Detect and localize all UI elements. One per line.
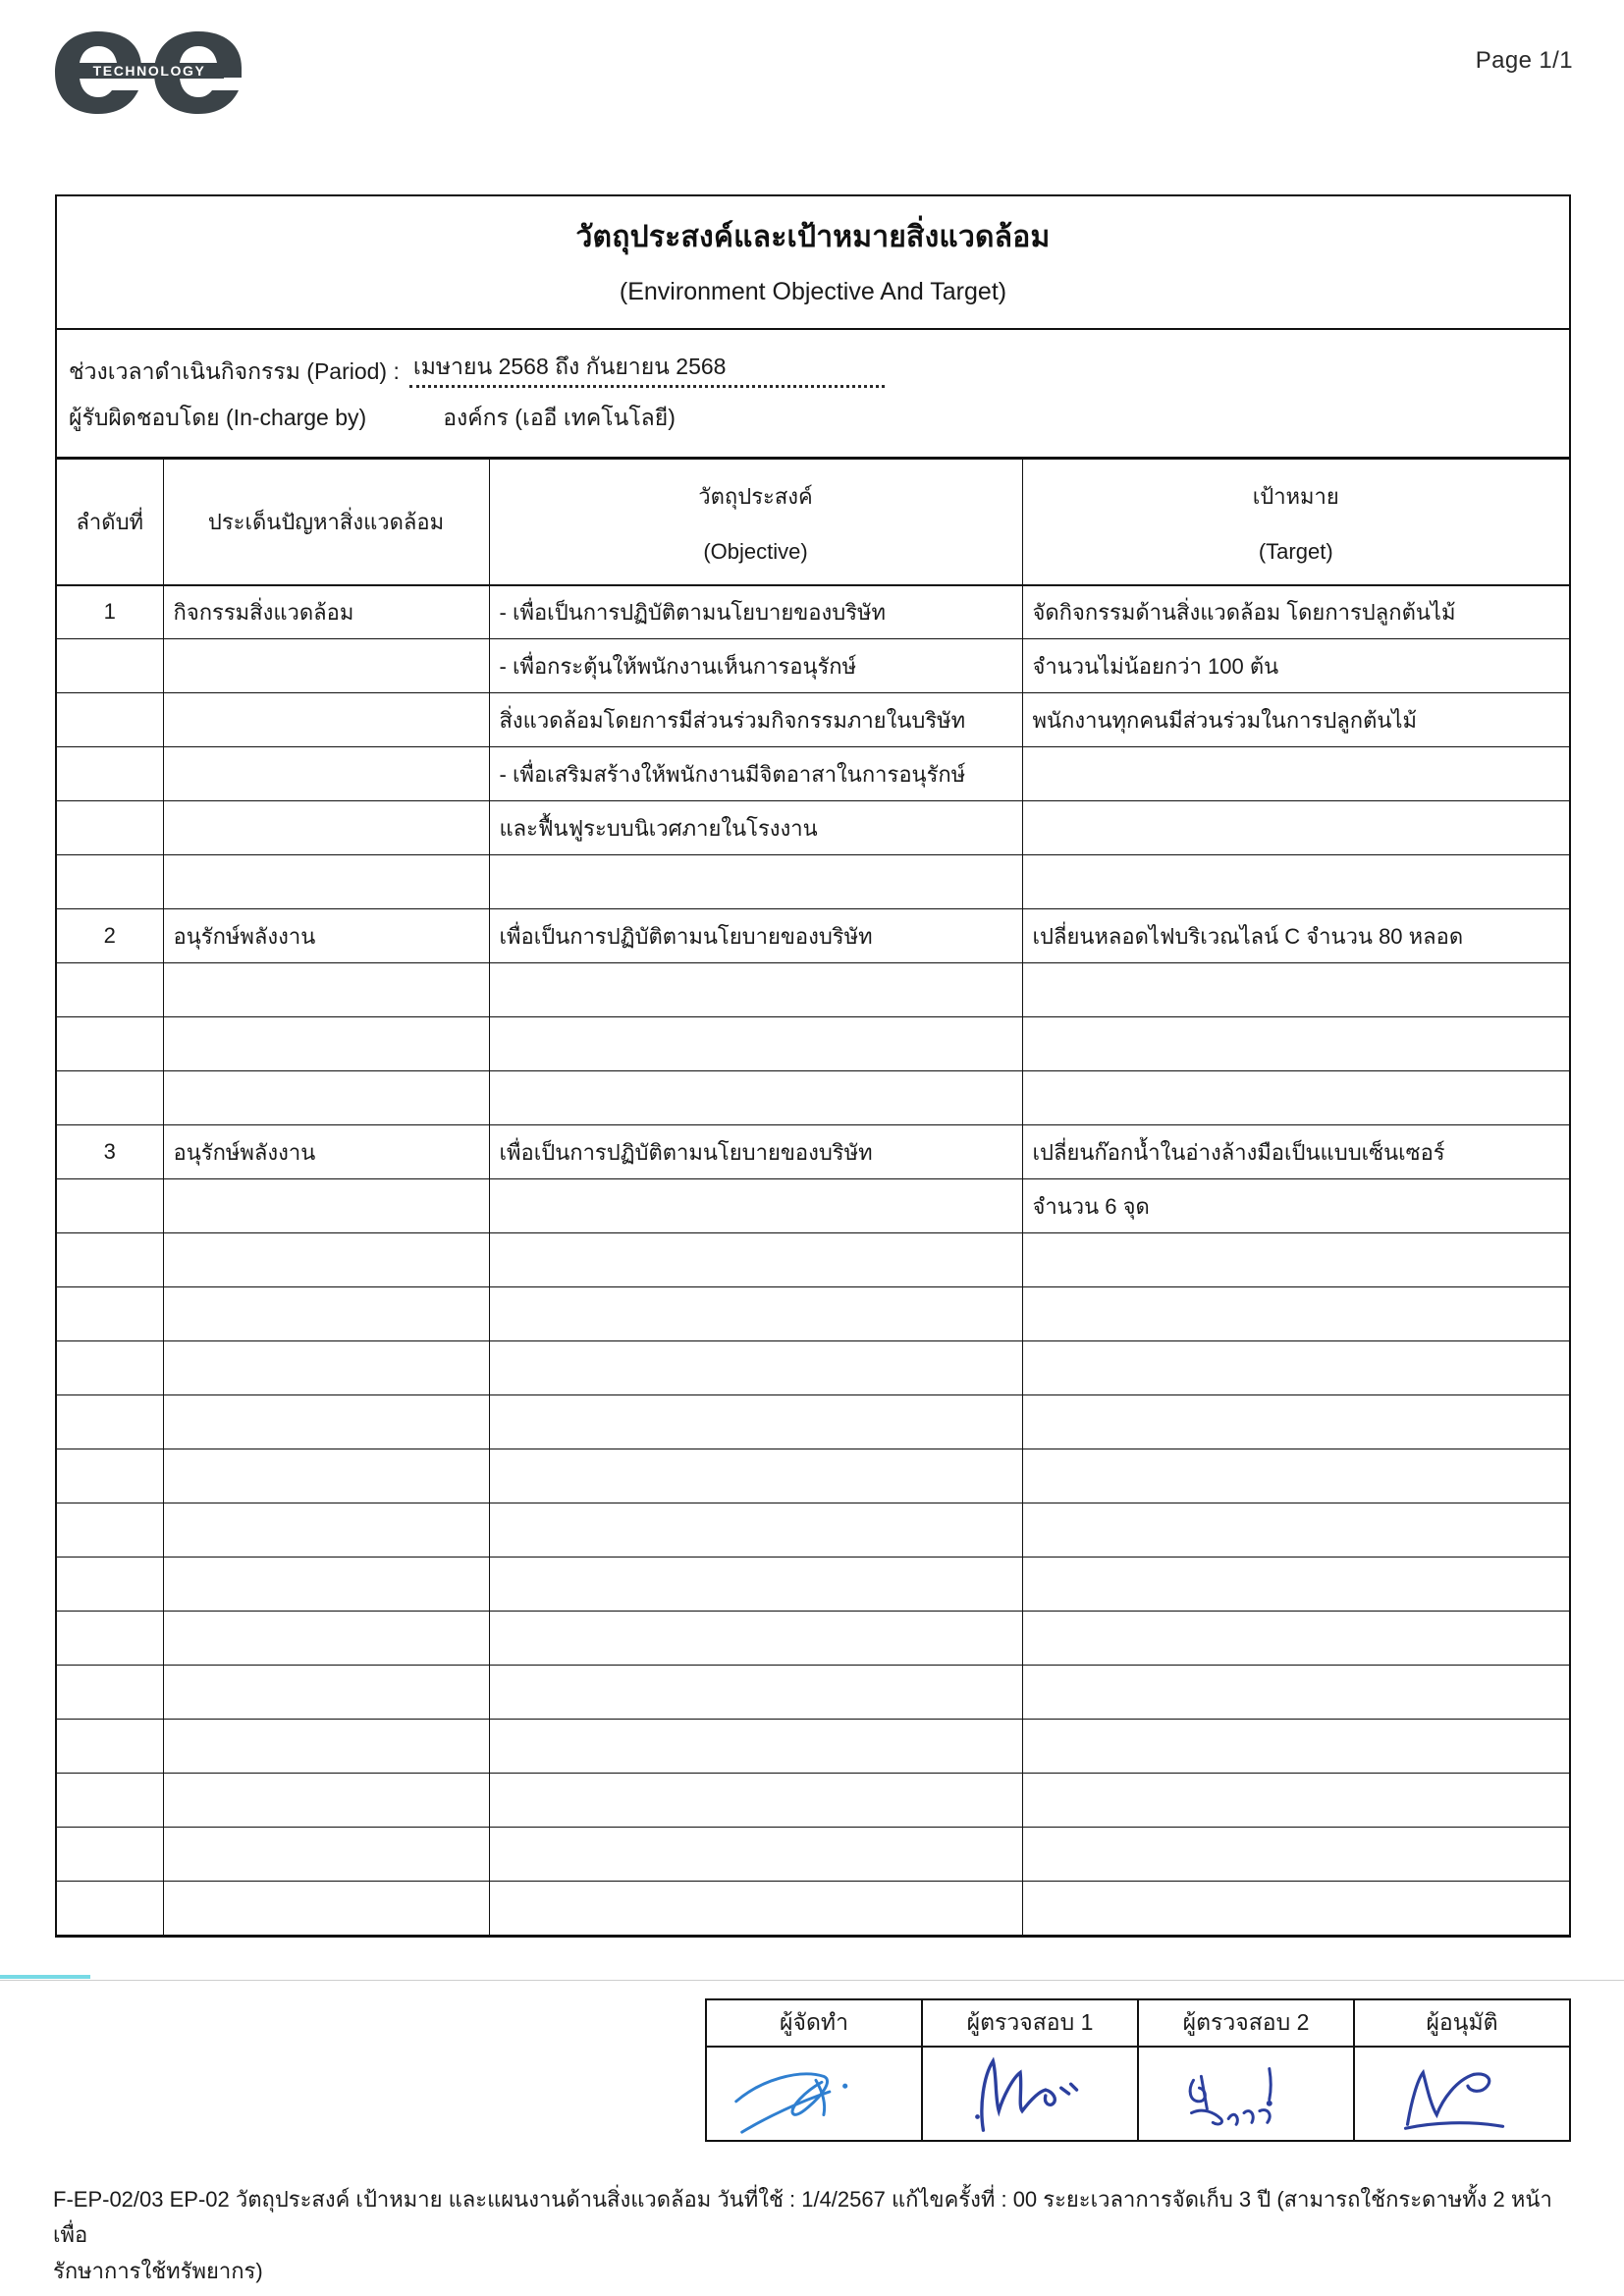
period-value[interactable]: เมษายน 2568 ถึง กันยายน 2568 (409, 351, 885, 388)
table-row (57, 747, 1569, 801)
column-header-target-thai: เป้าหมาย (1252, 483, 1339, 509)
cell-target[interactable] (1022, 963, 1569, 1017)
cell-target[interactable] (1022, 1395, 1569, 1449)
table-body (57, 585, 1569, 1936)
table-row (57, 1125, 1569, 1179)
cell-no[interactable] (57, 747, 163, 801)
footer-line-2: รักษาการใช้ทรัพยากร) (53, 2258, 263, 2283)
incharge-row (57, 395, 1569, 441)
table-row (57, 1666, 1569, 1720)
document-footer (53, 2182, 1585, 2289)
cell-issue[interactable] (163, 801, 489, 855)
table-row (57, 1503, 1569, 1558)
ae-technology-logo (51, 27, 252, 118)
table-row (57, 1179, 1569, 1233)
table-row (57, 1449, 1569, 1503)
cell-no[interactable] (57, 1720, 163, 1774)
column-header-no (57, 460, 163, 585)
cell-objective[interactable] (489, 1612, 1022, 1666)
cell-target[interactable] (1022, 1558, 1569, 1612)
form-title-thai: วัตถุประสงค์และเป้าหมายสิ่งแวดล้อม (575, 221, 1051, 253)
cell-no[interactable] (57, 639, 163, 693)
cell-objective[interactable]: เพื่อเป็นการปฏิบัติตามนโยบายของบริษัท (489, 909, 1022, 963)
ae-logo-icon (51, 27, 252, 118)
cell-issue[interactable] (163, 747, 489, 801)
cell-target[interactable] (1022, 801, 1569, 855)
cell-no[interactable] (57, 1341, 163, 1395)
cell-objective[interactable] (489, 1666, 1022, 1720)
cell-target[interactable] (1022, 1503, 1569, 1558)
column-header-target (1022, 460, 1569, 585)
cell-no[interactable] (57, 1449, 163, 1503)
cell-issue[interactable] (163, 1287, 489, 1341)
cell-objective[interactable] (489, 1071, 1022, 1125)
cell-target[interactable] (1022, 1233, 1569, 1287)
signature-header-preparer: ผู้จัดทำ (706, 1999, 922, 2047)
cell-issue[interactable] (163, 1395, 489, 1449)
cell-objective[interactable]: - เพื่อกระตุ้นให้พนักงานเห็นการอนุรักษ์ (489, 639, 1022, 693)
signature-row (706, 2047, 1570, 2141)
cell-objective[interactable]: - เพื่อเป็นการปฏิบัติตามนโยบายของบริษัท (489, 585, 1022, 639)
cell-objective[interactable] (489, 855, 1022, 909)
table-row (57, 693, 1569, 747)
cell-objective[interactable]: เพื่อเป็นการปฏิบัติตามนโยบายของบริษัท (489, 1125, 1022, 1179)
cell-objective[interactable] (489, 1287, 1022, 1341)
column-header-issue (163, 460, 489, 585)
cell-target[interactable] (1022, 747, 1569, 801)
cell-no[interactable] (57, 801, 163, 855)
table-row (57, 1612, 1569, 1666)
cell-issue[interactable] (163, 1558, 489, 1612)
document-header (0, 0, 1624, 182)
cell-objective[interactable] (489, 1720, 1022, 1774)
page-indicator: Page 1/1 (1475, 47, 1573, 74)
cell-no[interactable] (57, 1666, 163, 1720)
cell-objective[interactable] (489, 1449, 1022, 1503)
cell-target[interactable]: เปลี่ยนหลอดไฟบริเวณไลน์ C จำนวน 80 หลอด (1022, 909, 1569, 963)
cell-target[interactable] (1022, 1666, 1569, 1720)
cell-issue[interactable] (163, 1179, 489, 1233)
cell-target[interactable] (1022, 1720, 1569, 1774)
cell-issue[interactable] (163, 1882, 489, 1936)
cell-target[interactable] (1022, 1774, 1569, 1828)
table-row (57, 909, 1569, 963)
cell-issue[interactable]: อนุรักษ์พลังงาน (163, 1125, 489, 1179)
cell-issue[interactable] (163, 1017, 489, 1071)
form-title-english: (Environment Objective And Target) (619, 278, 1007, 305)
period-label: ช่วงเวลาดำเนินกิจกรรม (Pariod) : (69, 357, 400, 384)
cell-issue[interactable] (163, 855, 489, 909)
cell-issue[interactable]: กิจกรรมสิ่งแวดล้อม (163, 585, 489, 639)
column-header-issue-label: ประเด็นปัญหาสิ่งแวดล้อม (207, 509, 445, 534)
cell-no[interactable] (57, 1612, 163, 1666)
cell-issue[interactable] (163, 639, 489, 693)
cell-target[interactable] (1022, 1612, 1569, 1666)
cell-objective[interactable] (489, 1233, 1022, 1287)
column-header-objective-thai: วัตถุประสงค์ (698, 483, 813, 509)
cell-no[interactable] (57, 693, 163, 747)
cell-no[interactable] (57, 1071, 163, 1125)
cell-objective[interactable] (489, 1179, 1022, 1233)
cell-target[interactable] (1022, 1017, 1569, 1071)
cell-no[interactable]: 2 (57, 909, 163, 963)
cell-no[interactable] (57, 1882, 163, 1936)
cell-issue[interactable] (163, 1828, 489, 1882)
meta-block (57, 330, 1569, 460)
cell-no[interactable] (57, 1179, 163, 1233)
column-header-target-english: (Target) (1258, 538, 1333, 564)
signature-approver[interactable] (1354, 2047, 1570, 2141)
objective-target-table (57, 459, 1569, 1936)
cell-issue[interactable] (163, 1071, 489, 1125)
cell-issue[interactable] (163, 1341, 489, 1395)
cell-issue[interactable] (163, 1774, 489, 1828)
table-row (57, 1017, 1569, 1071)
column-header-no-label: ลำดับที่ (76, 509, 144, 534)
cell-issue[interactable]: อนุรักษ์พลังงาน (163, 909, 489, 963)
cell-issue[interactable] (163, 1449, 489, 1503)
cell-target[interactable] (1022, 1449, 1569, 1503)
table-row (57, 1720, 1569, 1774)
signature-header-approver: ผู้อนุมัติ (1354, 1999, 1570, 2047)
cell-no[interactable] (57, 963, 163, 1017)
cell-no[interactable] (57, 1558, 163, 1612)
cell-issue[interactable] (163, 1612, 489, 1666)
cell-target[interactable]: พนักงานทุกคนมีส่วนร่วมในการปลูกต้นไม้ (1022, 693, 1569, 747)
cell-no[interactable]: 3 (57, 1125, 163, 1179)
cell-objective[interactable]: สิ่งแวดล้อมโดยการมีส่วนร่วมกิจกรรมภายในบริษัท (489, 693, 1022, 747)
cell-target[interactable] (1022, 1287, 1569, 1341)
table-row (57, 1287, 1569, 1341)
table-row (57, 1071, 1569, 1125)
table-row (57, 1882, 1569, 1936)
table-row (57, 1341, 1569, 1395)
cell-target[interactable] (1022, 1071, 1569, 1125)
cell-no[interactable] (57, 1774, 163, 1828)
signature-reviewer-2[interactable] (1138, 2047, 1354, 2141)
signature-preparer[interactable] (706, 2047, 922, 2141)
table-row (57, 639, 1569, 693)
scan-artifact-line (0, 1980, 1624, 1981)
cell-objective[interactable] (489, 963, 1022, 1017)
table-row (57, 1395, 1569, 1449)
cell-no[interactable] (57, 855, 163, 909)
cell-objective[interactable] (489, 1341, 1022, 1395)
cell-target[interactable]: เปลี่ยนก๊อกน้ำในอ่างล้างมือเป็นแบบเซ็นเซอร์ (1022, 1125, 1569, 1179)
cell-objective[interactable] (489, 1558, 1022, 1612)
signature-mark-icon (1355, 2048, 1569, 2140)
table-row (57, 1774, 1569, 1828)
table-row (57, 1233, 1569, 1287)
signature-header-row (706, 1999, 1570, 2047)
column-header-objective (489, 460, 1022, 585)
signature-mark-icon (1139, 2048, 1353, 2140)
incharge-value[interactable]: องค์กร (เออี เทคโนโลยี) (443, 404, 676, 430)
cell-objective[interactable]: และฟื้นฟูระบบนิเวศภายในโรงงาน (489, 801, 1022, 855)
table-header-row (57, 460, 1569, 585)
table-row (57, 963, 1569, 1017)
cell-target[interactable] (1022, 855, 1569, 909)
cell-no[interactable] (57, 1233, 163, 1287)
cell-objective[interactable] (489, 1503, 1022, 1558)
cell-target[interactable] (1022, 1341, 1569, 1395)
cell-objective[interactable] (489, 1882, 1022, 1936)
cell-no[interactable] (57, 1503, 163, 1558)
signature-table (705, 1998, 1571, 2142)
column-header-objective-english: (Objective) (703, 538, 808, 564)
cell-no[interactable] (57, 1828, 163, 1882)
table-row (57, 1558, 1569, 1612)
table-row (57, 1828, 1569, 1882)
cell-objective[interactable] (489, 1774, 1022, 1828)
period-row (57, 344, 1569, 395)
cell-no[interactable] (57, 1287, 163, 1341)
signature-mark-icon (707, 2048, 921, 2140)
cell-objective[interactable]: - เพื่อเสริมสร้างให้พนักงานมีจิตอาสาในการอนุรักษ์ (489, 747, 1022, 801)
cell-objective[interactable] (489, 1017, 1022, 1071)
form-sheet (55, 194, 1571, 1938)
cell-target[interactable]: จัดกิจกรรมด้านสิ่งแวดล้อม โดยการปลูกต้นไม้ (1022, 585, 1569, 639)
footer-line-1: F-EP-02/03 EP-02 วัตถุประสงค์ เป้าหมาย และแผนงานด้านสิ่งแวดล้อม วันที่ใช้ : 1/4/2567 แก้ไขครั้งที่ : 00 ระยะเวลาการจัดเก็บ 3 ปี (สามารถใช้กระดาษทั้ง 2 หน้าเพื่อ (53, 2187, 1552, 2248)
signature-header-reviewer-1: ผู้ตรวจสอบ 1 (922, 1999, 1138, 2047)
table-row (57, 585, 1569, 639)
signature-mark-icon (923, 2048, 1137, 2140)
incharge-label: ผู้รับผิดชอบโดย (In-charge by) (69, 404, 367, 430)
cell-target[interactable]: จำนวนไม่น้อยกว่า 100 ต้น (1022, 639, 1569, 693)
cell-issue[interactable] (163, 1720, 489, 1774)
cell-no[interactable] (57, 1395, 163, 1449)
table-row (57, 801, 1569, 855)
cell-target[interactable]: จำนวน 6 จุด (1022, 1179, 1569, 1233)
signature-reviewer-1[interactable] (922, 2047, 1138, 2141)
logo-wordmark: TECHNOLOGY (92, 63, 206, 79)
cell-target[interactable] (1022, 1828, 1569, 1882)
cell-objective[interactable] (489, 1828, 1022, 1882)
cell-no[interactable] (57, 1017, 163, 1071)
cell-issue[interactable] (163, 1503, 489, 1558)
scan-artifact-mark (0, 1975, 90, 1979)
cell-issue[interactable] (163, 963, 489, 1017)
cell-no[interactable]: 1 (57, 585, 163, 639)
table-row (57, 855, 1569, 909)
cell-objective[interactable] (489, 1395, 1022, 1449)
cell-issue[interactable] (163, 1233, 489, 1287)
cell-issue[interactable] (163, 1666, 489, 1720)
signature-header-reviewer-2: ผู้ตรวจสอบ 2 (1138, 1999, 1354, 2047)
cell-issue[interactable] (163, 693, 489, 747)
cell-target[interactable] (1022, 1882, 1569, 1936)
title-block (57, 196, 1569, 330)
